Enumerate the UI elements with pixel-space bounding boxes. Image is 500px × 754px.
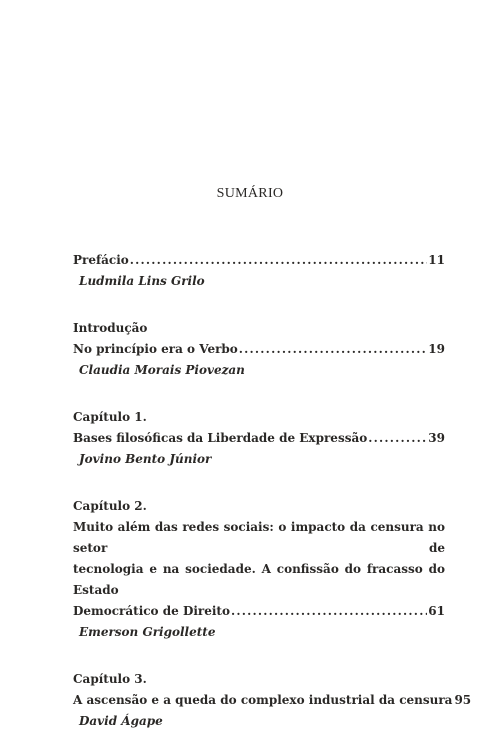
- toc-line[interactable]: [73, 250, 445, 271]
- toc-entry-heading: Capítulo 1.: [73, 410, 147, 424]
- dot-leader: [368, 428, 427, 449]
- toc-entry-chapter-2: [73, 496, 445, 643]
- dot-leader: [130, 250, 428, 271]
- dot-leader: [239, 339, 428, 360]
- toc-line[interactable]: [73, 601, 445, 622]
- toc-entry-author: Claudia Morais Piovezan: [79, 363, 245, 377]
- toc-entry-title: No princípio era o Verbo: [73, 342, 238, 356]
- page-number: 95: [454, 693, 472, 707]
- toc-entry-title: Prefácio: [73, 253, 129, 267]
- toc-line[interactable]: [73, 690, 472, 711]
- page-number: 19: [428, 342, 445, 356]
- toc-entry-title-line: Muito além das redes sociais: o impacto da censura no setor de: [73, 520, 445, 555]
- page-number: 39: [428, 431, 445, 445]
- page-number: 11: [428, 253, 445, 267]
- toc-entry-introduction: [73, 318, 445, 381]
- toc-entry-title: Democrático de Direito: [73, 604, 230, 618]
- toc-line[interactable]: [73, 339, 445, 360]
- toc-entry-heading: Introdução: [73, 321, 148, 335]
- toc-entry-heading: Capítulo 3.: [73, 672, 147, 686]
- toc-entry-title: Bases filosóficas da Liberdade de Expressão: [73, 431, 368, 445]
- toc-entry-heading: Capítulo 2.: [73, 499, 147, 513]
- table-of-contents: [73, 250, 472, 754]
- toc-entry-author: Emerson Grigollette: [79, 625, 216, 639]
- toc-line[interactable]: [73, 428, 445, 449]
- page-number: 61: [428, 604, 445, 618]
- toc-entry-author: Jovino Bento Júnior: [79, 452, 212, 466]
- dot-leader: [231, 601, 427, 622]
- toc-entry-author: David Ágape: [79, 714, 163, 728]
- toc-entry-preface: [73, 250, 445, 292]
- toc-entry-author: Ludmila Lins Grilo: [79, 274, 205, 288]
- toc-entry-title-line: tecnologia e na sociedade. A confissão do fracasso do Estado: [73, 562, 445, 597]
- toc-entry-title: A ascensão e a queda do complexo industrial da censura: [73, 693, 453, 707]
- page-title: SUMÁRIO: [216, 186, 284, 201]
- toc-entry-chapter-3: [73, 669, 472, 732]
- toc-entry-chapter-1: [73, 407, 445, 470]
